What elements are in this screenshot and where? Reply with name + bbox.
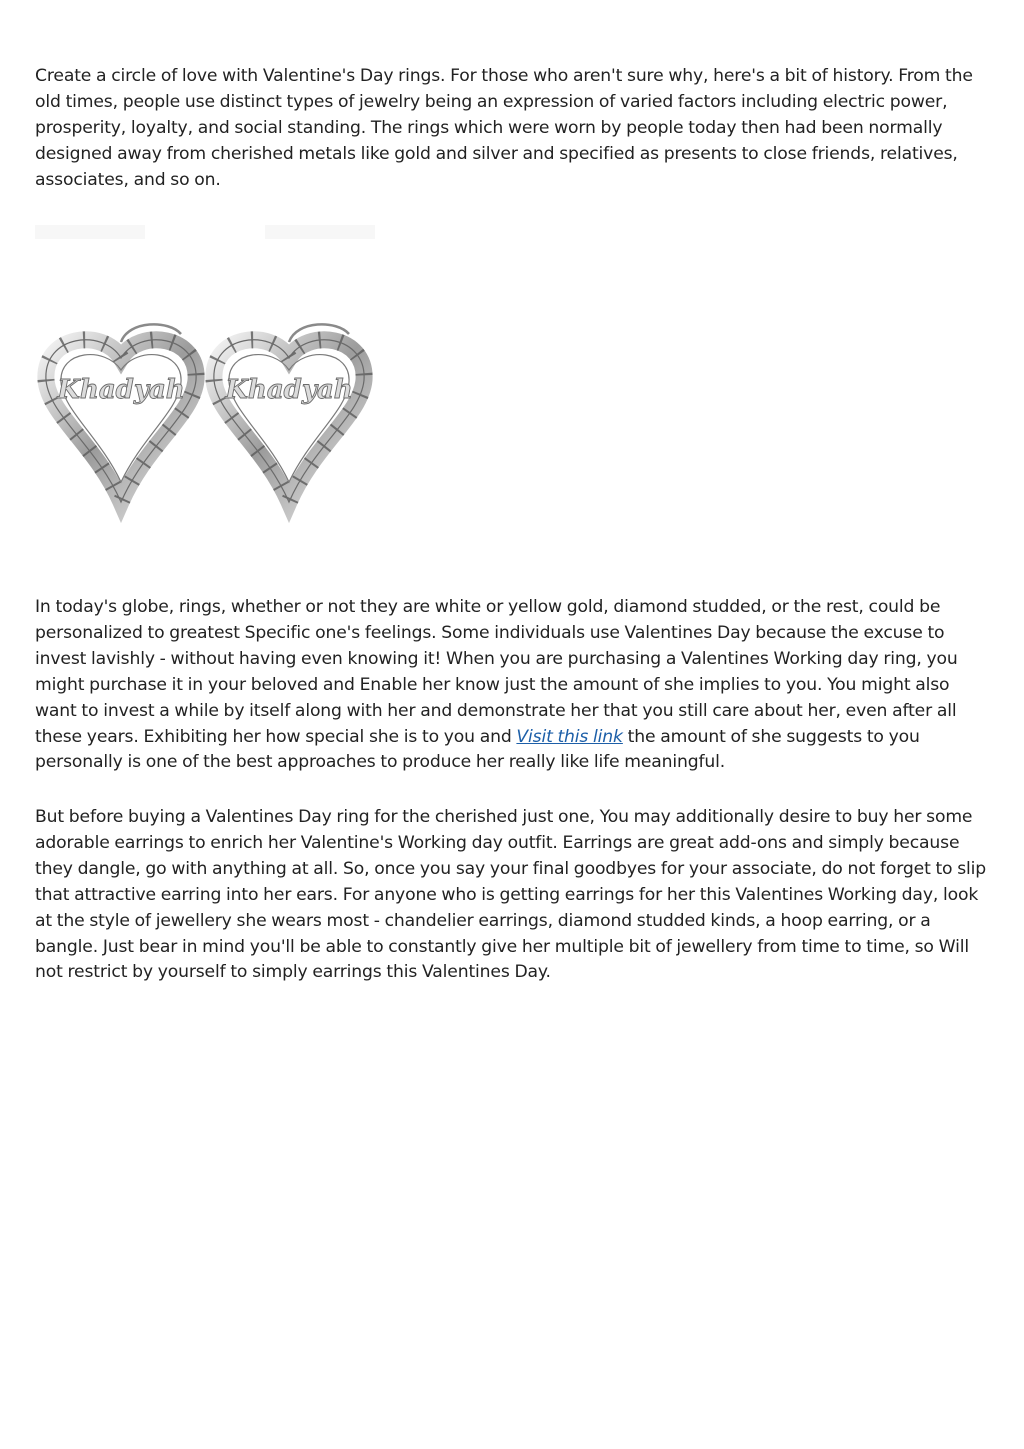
earrings-image [35,220,377,565]
paragraph-earrings: But before buying a Valentines Day ring for the cherished just one, You may additionally desire to buy her some adorable earrings to enrich her Valentine's Working day outfit. Earrings are great add-ons and simply because they dangle, go with anything at all. So, once you say your final goodbyes for your associate, do not forget to slip that attractive earring into her ears. For anyone who is getting earrings for her this Valentines Working day, look at the style of jewellery she wears most - chandelier earrings, diamond studded kinds, a hoop earring, or a bangle. Just bear in mind you'll be able to constantly give her multiple bit of jewellery from time to time, so Will not restrict by yourself to simply earrings this Valentines Day. [35,807,987,983]
paragraph-2-text-after-link: the amount of she suggests to you personally is one of the best approaches to produce her really like life meaningful. [35,726,920,773]
paragraph-2-text-before-link: In today's globe, rings, whether or not they are white or yellow gold, diamond studded, or the rest, could be personalized to greatest Specific one's feelings. Some individuals use Valentines Day because the excuse to invest lavishly - without having even knowing it! When you are purchasing a Valentines Working day ring, you might purchase it in your beloved and Enable her know just the amount of she implies to you. You might also want to invest a while by itself along with her and demonstrate her that you still care about her, even after all these years. Exhibiting her how special she is to you and [35,597,958,747]
engraved-name-right: Khadyah [225,375,353,405]
paragraph-personalized-rings [35,595,995,776]
visit-this-link[interactable]: Visit this link [516,726,623,747]
earrings-illustration [35,220,377,565]
engraved-name-left: Khadyah [57,375,185,405]
paragraph-intro: Create a circle of love with Valentine's Day rings. For those who aren't sure why, here's a bit of history. From the old times, people use distinct types of jewelry being an expression of varied factors including electric power, prosperity, loyalty, and social standing. The rings which were worn by people today then had been normally designed away from cherished metals like gold and silver and specified as presents to close friends, relatives, associates, and so on. [35,66,973,190]
